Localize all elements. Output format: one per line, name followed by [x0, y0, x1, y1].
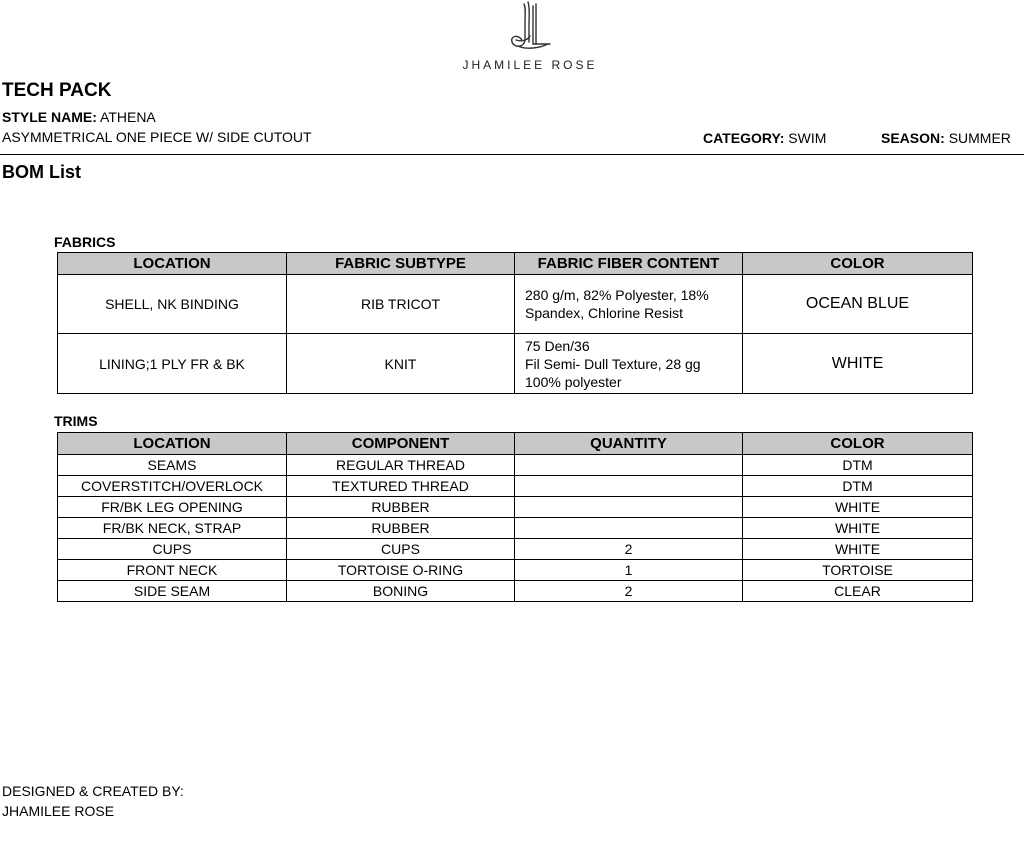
- fabric-fiber-content: [515, 334, 743, 394]
- trim-component: RUBBER: [287, 518, 515, 539]
- trim-component: REGULAR THREAD: [287, 455, 515, 476]
- trim-component: TEXTURED THREAD: [287, 476, 515, 497]
- trims-header-row: [58, 433, 973, 455]
- table-row: [58, 581, 973, 602]
- fabrics-header-row: [58, 253, 973, 275]
- trim-component: RUBBER: [287, 497, 515, 518]
- trim-quantity: [515, 476, 743, 497]
- header-divider: [0, 154, 1024, 155]
- style-description: ASYMMETRICAL ONE PIECE W/ SIDE CUTOUT: [2, 129, 312, 145]
- trim-quantity: 2: [515, 581, 743, 602]
- trim-location: FR/BK LEG OPENING: [58, 497, 287, 518]
- trims-col-component: COMPONENT: [287, 433, 515, 455]
- trim-location: FRONT NECK: [58, 560, 287, 581]
- fiber-line: Spandex, Chlorine Resist: [525, 305, 683, 321]
- style-name-label: STYLE NAME:: [2, 109, 97, 125]
- trims-col-quantity: QUANTITY: [515, 433, 743, 455]
- fabrics-col-subtype: FABRIC SUBTYPE: [287, 253, 515, 275]
- season: [881, 130, 1011, 146]
- bom-title: BOM List: [2, 162, 81, 182]
- trim-color: WHITE: [743, 539, 973, 560]
- trim-location: COVERSTITCH/OVERLOCK: [58, 476, 287, 497]
- trim-component: CUPS: [287, 539, 515, 560]
- fabric-color: WHITE: [743, 334, 973, 394]
- trims-table: [57, 432, 973, 602]
- designer-name: JHAMILEE ROSE: [2, 803, 115, 819]
- category-value: SWIM: [788, 130, 827, 146]
- table-row: [58, 334, 973, 394]
- style-name: [2, 109, 156, 125]
- trim-color: WHITE: [743, 518, 973, 539]
- trim-quantity: [515, 455, 743, 476]
- fabrics-col-location: LOCATION: [58, 253, 287, 275]
- trim-location: FR/BK NECK, STRAP: [58, 518, 287, 539]
- trim-color: WHITE: [743, 497, 973, 518]
- fabric-location: SHELL, NK BINDING: [58, 275, 287, 334]
- trim-location: SEAMS: [58, 455, 287, 476]
- trim-component: BONING: [287, 581, 515, 602]
- fabric-subtype: KNIT: [287, 334, 515, 394]
- table-row: [58, 497, 973, 518]
- brand-logo: [430, 0, 630, 76]
- designed-by-label: DESIGNED & CREATED BY:: [2, 783, 184, 799]
- fabrics-col-fiber: FABRIC FIBER CONTENT: [515, 253, 743, 275]
- trim-color: CLEAR: [743, 581, 973, 602]
- trims-col-color: COLOR: [743, 433, 973, 455]
- page-title: TECH PACK: [2, 80, 112, 101]
- trim-quantity: [515, 497, 743, 518]
- brand-name: JHAMILEE ROSE: [462, 58, 598, 72]
- trim-component: TORTOISE O-RING: [287, 560, 515, 581]
- fabrics-table: [57, 252, 973, 394]
- fiber-line: Fil Semi- Dull Texture, 28 gg: [525, 355, 701, 372]
- trims-col-location: LOCATION: [58, 433, 287, 455]
- category-label: CATEGORY:: [703, 130, 785, 146]
- table-row: [58, 455, 973, 476]
- fabric-subtype: RIB TRICOT: [287, 275, 515, 334]
- category: [703, 130, 826, 146]
- table-row: [58, 476, 973, 497]
- table-row: [58, 560, 973, 581]
- fabrics-col-color: COLOR: [743, 253, 973, 275]
- trim-quantity: 2: [515, 539, 743, 560]
- jr-monogram-icon: [500, 0, 560, 56]
- fabric-location: LINING;1 PLY FR & BK: [58, 334, 287, 394]
- table-row: [58, 275, 973, 334]
- fiber-line: 280 g/m, 82% Polyester, 18%: [525, 287, 709, 303]
- trim-color: TORTOISE: [743, 560, 973, 581]
- trim-color: DTM: [743, 476, 973, 497]
- trim-location: SIDE SEAM: [58, 581, 287, 602]
- trim-quantity: [515, 518, 743, 539]
- trim-location: CUPS: [58, 539, 287, 560]
- trim-color: DTM: [743, 455, 973, 476]
- style-name-value: ATHENA: [100, 109, 156, 125]
- trims-label: TRIMS: [54, 413, 98, 429]
- season-value: SUMMER: [948, 130, 1011, 146]
- fabric-fiber-content: [515, 275, 743, 334]
- fabric-color: OCEAN BLUE: [743, 275, 973, 334]
- fiber-line: 75 Den/36: [525, 337, 590, 354]
- fabrics-label: FABRICS: [54, 234, 116, 250]
- fiber-line: 100% polyester: [525, 373, 622, 390]
- trim-quantity: 1: [515, 560, 743, 581]
- table-row: [58, 518, 973, 539]
- season-label: SEASON:: [881, 130, 945, 146]
- table-row: [58, 539, 973, 560]
